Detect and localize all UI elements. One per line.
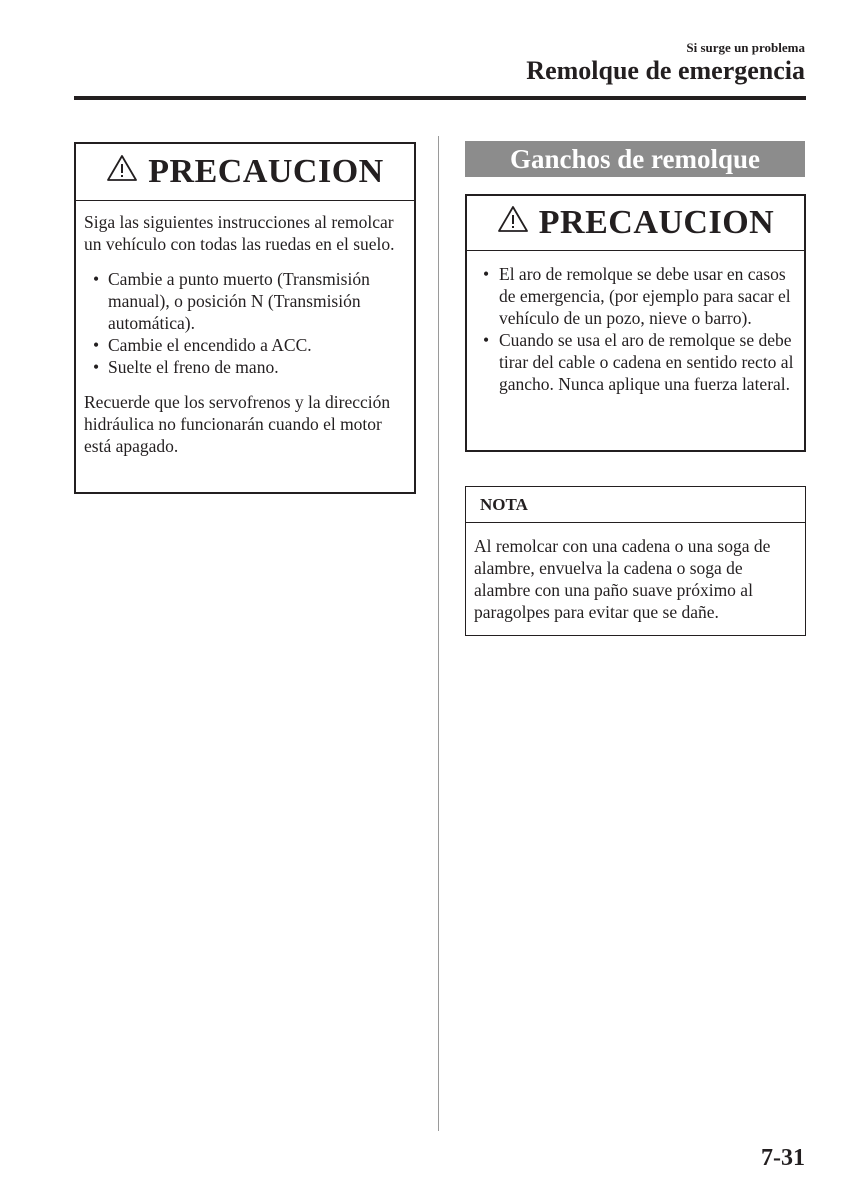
bullet-dot: • [93, 335, 100, 355]
note-heading: NOTA [466, 487, 805, 523]
right-caution-box [465, 194, 806, 452]
left-caution-box [74, 142, 416, 494]
header-section-label: Si surge un problema [686, 40, 805, 55]
note-text: Al remolcar con una cadena o una soga de alambre, envuelva la cadena o soga de alambre con una paño suave próximo al paragolpes para evitar que se dañe. [474, 536, 771, 622]
right-caution-heading [467, 196, 804, 251]
bullet-dot: • [483, 330, 490, 350]
caution-outro: Recuerde que los servofrenos y la dirección hidráulica no funcionarán cuando el motor está apagado. [84, 392, 391, 456]
list-item: • Cambie a punto muerto (Transmisión manual), o posición N (Transmisión automática). [93, 269, 370, 333]
page-number: 7-31 [761, 1145, 805, 1171]
list-item: • El aro de remolque se debe usar en casos de emergencia, (por ejemplo para sacar el vehículo de un pozo, nieve o barro). [483, 264, 791, 328]
left-caution-body [76, 201, 414, 465]
page-title: Remolque de emergencia [526, 56, 805, 85]
list-item: • Cuando se usa el aro de remolque se debe tirar del cable o cadena en sentido recto al gancho. Nunca aplique una fuerza lateral. [483, 330, 794, 394]
caution-intro: Siga las siguientes instrucciones al remolcar un vehículo con todas las ruedas en el suelo. [84, 212, 395, 254]
right-caution-body [467, 251, 804, 403]
list-item: • Suelte el freno de mano. [93, 357, 279, 377]
left-caution-heading [76, 144, 414, 201]
bullet-dot: • [483, 264, 490, 284]
bullet-dot: • [93, 357, 100, 377]
section-title-bar: Ganchos de remolque [465, 141, 805, 177]
bullet-dot: • [93, 269, 100, 289]
column-divider [438, 136, 439, 1131]
caution-heading-text: PRECAUCION [148, 153, 384, 190]
warning-triangle-icon [106, 153, 148, 191]
caution-bullet-list [84, 268, 406, 378]
caution-heading-text: PRECAUCION [538, 204, 775, 241]
list-item: • Cambie el encendido a ACC. [93, 335, 312, 355]
warning-triangle-icon [497, 204, 539, 242]
note-box [465, 486, 806, 636]
header-rule [74, 96, 806, 100]
caution-bullet-list [475, 263, 796, 395]
